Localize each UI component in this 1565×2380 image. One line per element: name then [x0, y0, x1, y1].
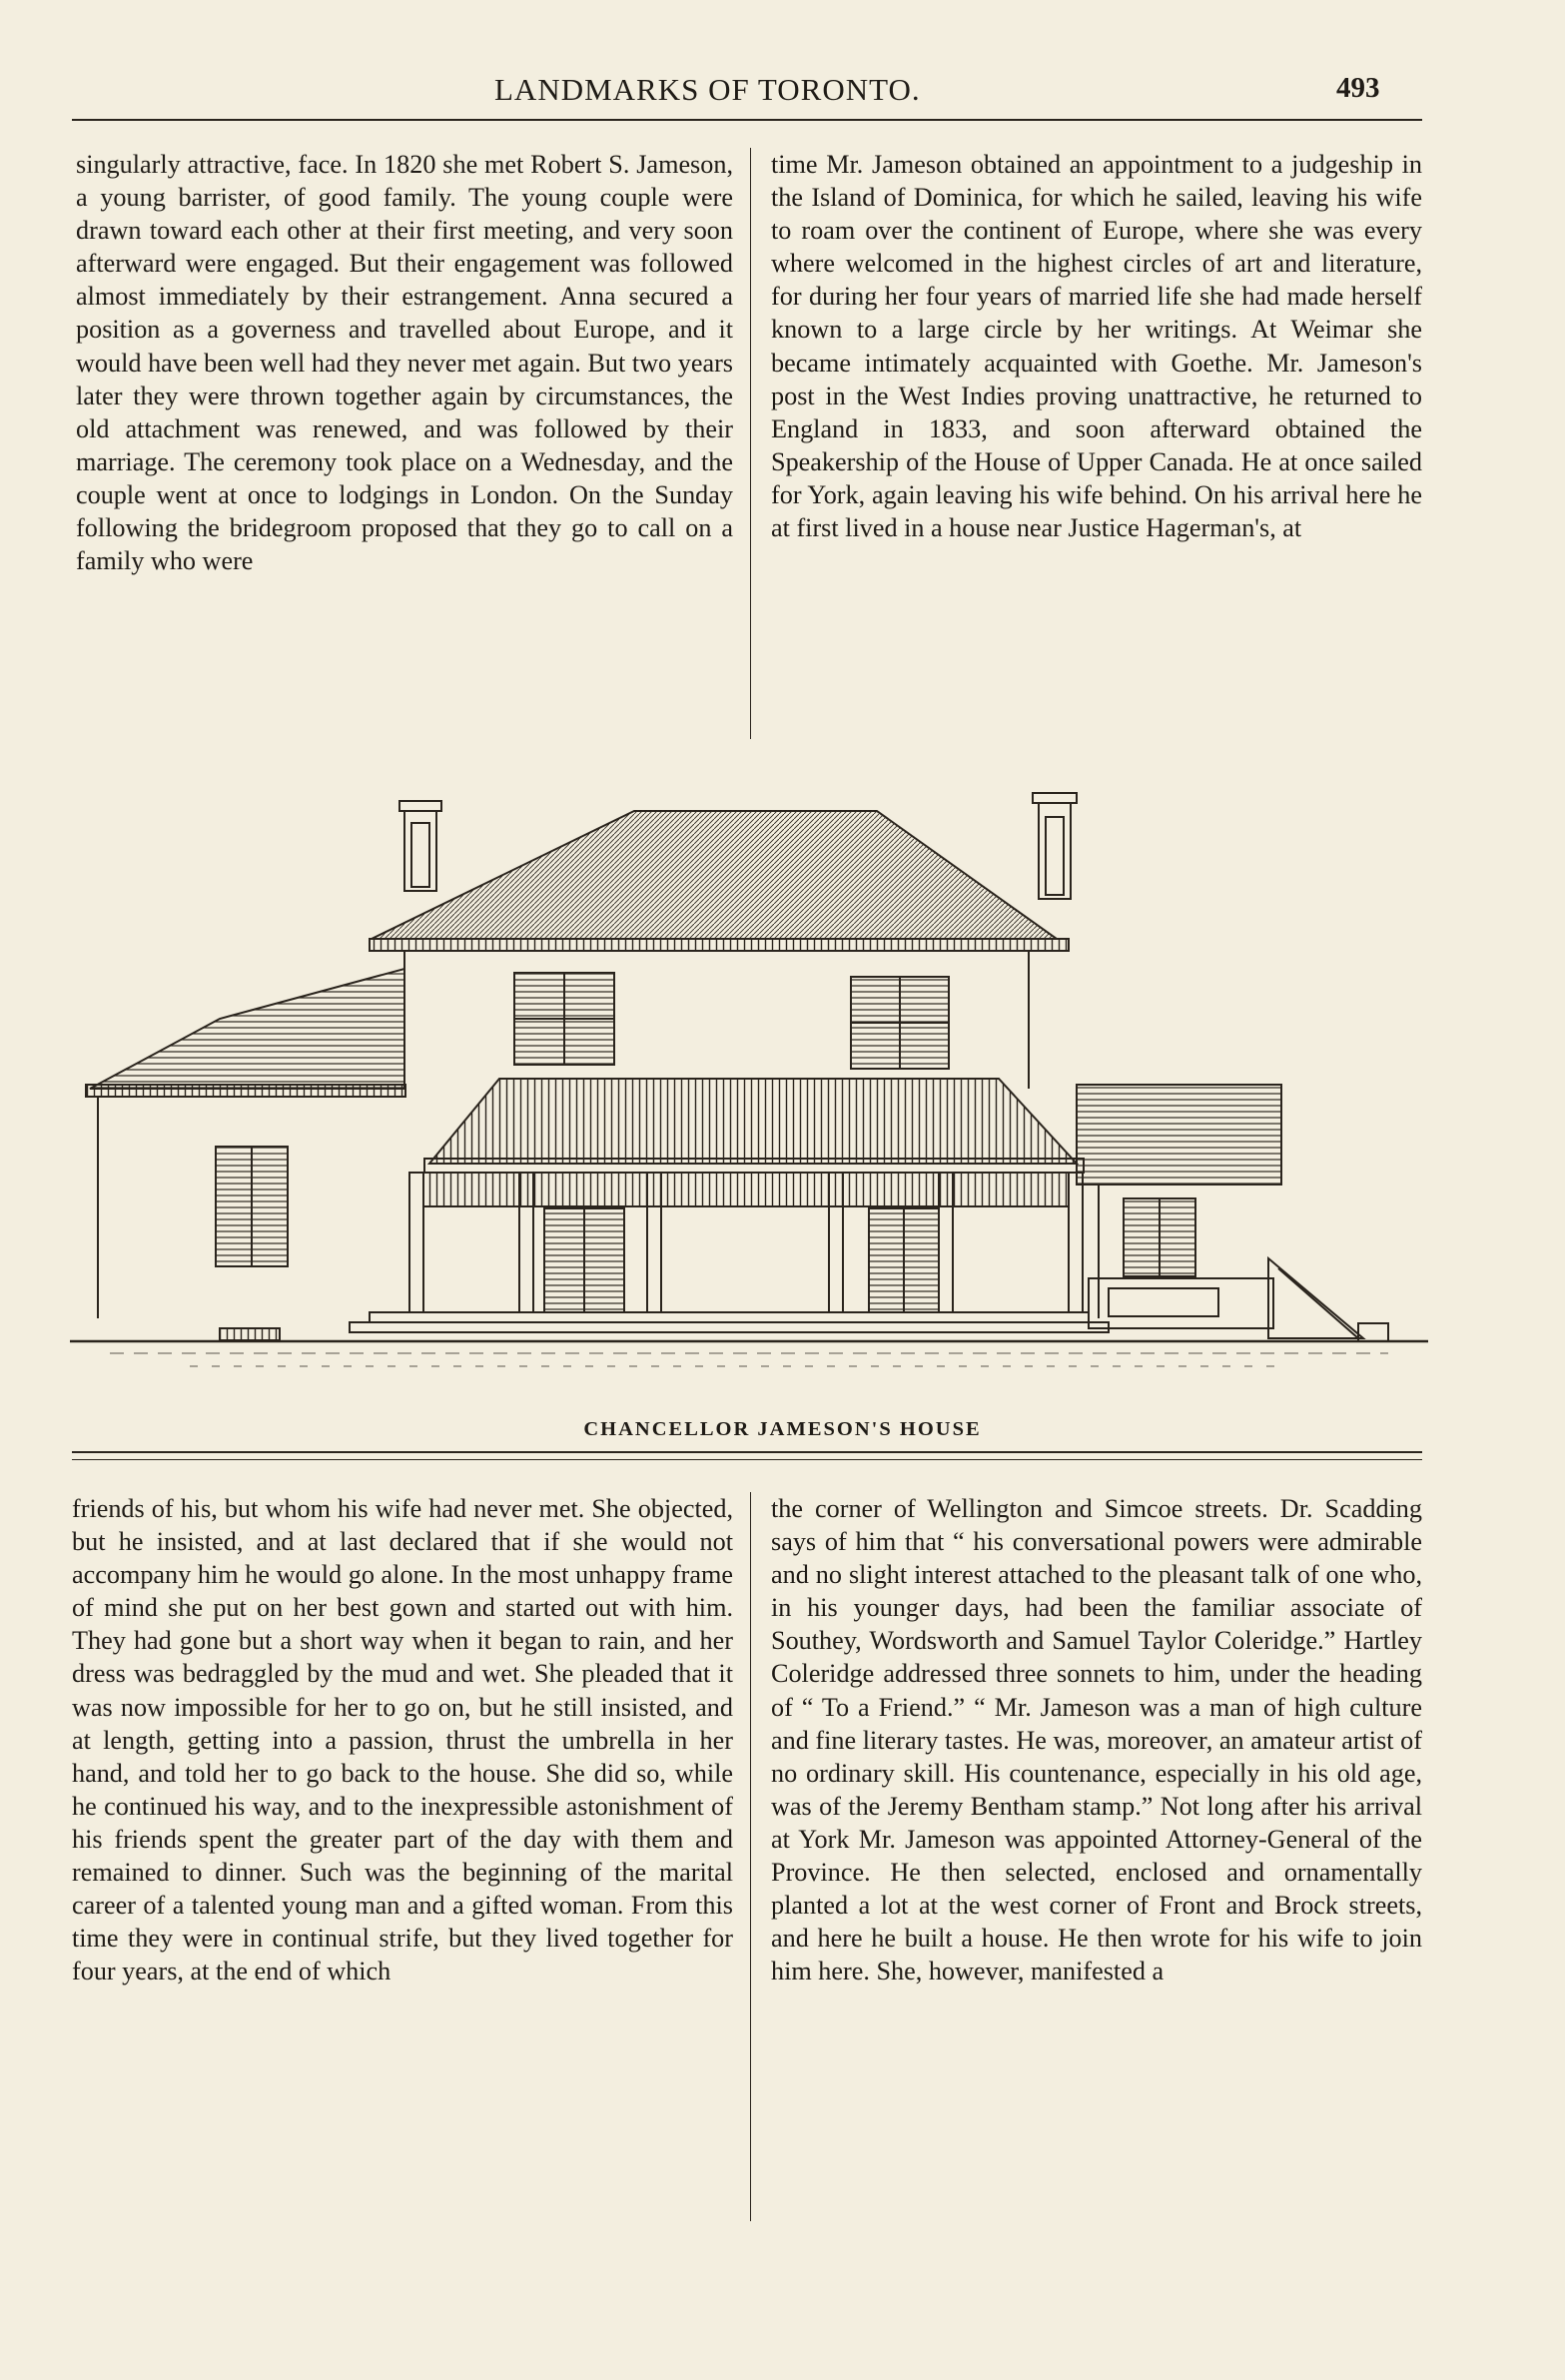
caption-rule-upper	[72, 1451, 1422, 1453]
header-rule	[72, 119, 1422, 121]
column-top-left: singularly attractive, face. In 1820 she met Robert S. Jameson, a young barrister, of good family. The young couple were drawn toward each other at their first meeting, and very soon afterward were engaged. But their engagement was followed almost immediately by their estrangement. Anna secured a position as a governess and travelled about Europe, and it would have been well had they never met again. But two years later they were thrown together again by circumstances, the old attachment was renewed, and was followed by their marriage. The ceremony took place on a Wednesday, and the couple went at once to lodgings in London. On the Sunday following the bridegroom proposed that they go to call on a family who were	[76, 150, 733, 576]
page-number: 493	[1336, 72, 1380, 104]
figure-caption: CHANCELLOR JAMESON'S HOUSE	[583, 1418, 982, 1440]
house-engraving	[70, 779, 1428, 1403]
running-title: LANDMARKS OF TORONTO.	[494, 72, 921, 107]
column-divider-top	[750, 148, 751, 739]
column-divider-bottom	[750, 1492, 751, 2221]
column-bottom-right: the corner of Wellington and Simcoe streets. Dr. Scadding says of him that “ his conversational powers were admirable and no slight interest attached to the pleasant talk of one who, in his younger days, had been the familiar associate of Southey, Wordsworth and Samuel Taylor Coleridge.” Hartley Coleridge addressed three sonnets to him, under the heading of “ To a Friend.” “ Mr. Jameson was a man of high culture and fine literary tastes. He was, moreover, an amateur artist of no ordinary skill. His countenance, especially in his old age, was of the Jeremy Bentham stamp.” Not long after his arrival at York Mr. Jameson was appointed Attorney-General of the Province. He then selected, enclosed and ornamentally planted a lot at the west corner of Front and Brock streets, and here he built a house. He then wrote for his wife to join him here. She, however, manifested a	[771, 1494, 1422, 1986]
caption-rule-lower	[72, 1459, 1422, 1460]
column-top-right: time Mr. Jameson obtained an appointment to a judgeship in the Island of Dominica, for which he sailed, leaving his wife to roam over the continent of Europe, where she was every where welcomed in the highest circles of art and literature, for during her four years of married life she had made herself known to a large circle by her writings. At Weimar she became intimately acquainted with Goethe. Mr. Jameson's post in the West Indies proving unattractive, he returned to England in 1833, and soon afterward obtained the Speakership of the House of Upper Canada. He at once sailed for York, again leaving his wife behind. On his arrival here he at first lived in a house near Justice Hagerman's, at	[771, 150, 1422, 543]
house-illustration	[70, 779, 1428, 1403]
column-bottom-left: friends of his, but whom his wife had never met. She objected, but he insisted, and at last declared that if she would not accompany him he would go alone. In the most unhappy frame of mind she put on her best gown and started out with him. They had gone but a short way when it began to rain, and her dress was bedraggled by the mud and wet. She pleaded that it was now impossible for her to go on, but he still insisted, and at length, getting into a passion, thrust the umbrella in her hand, and told her to go back to the house. She did so, while he continued his way, and to the inexpressible astonishment of his friends spent the greater part of the day with them and remained to dinner. Such was the beginning of the marital career of a talented young man and a gifted woman. From this time they were in continual strife, but they lived together for four years, at the end of which	[72, 1494, 733, 1986]
running-head	[0, 72, 1565, 112]
